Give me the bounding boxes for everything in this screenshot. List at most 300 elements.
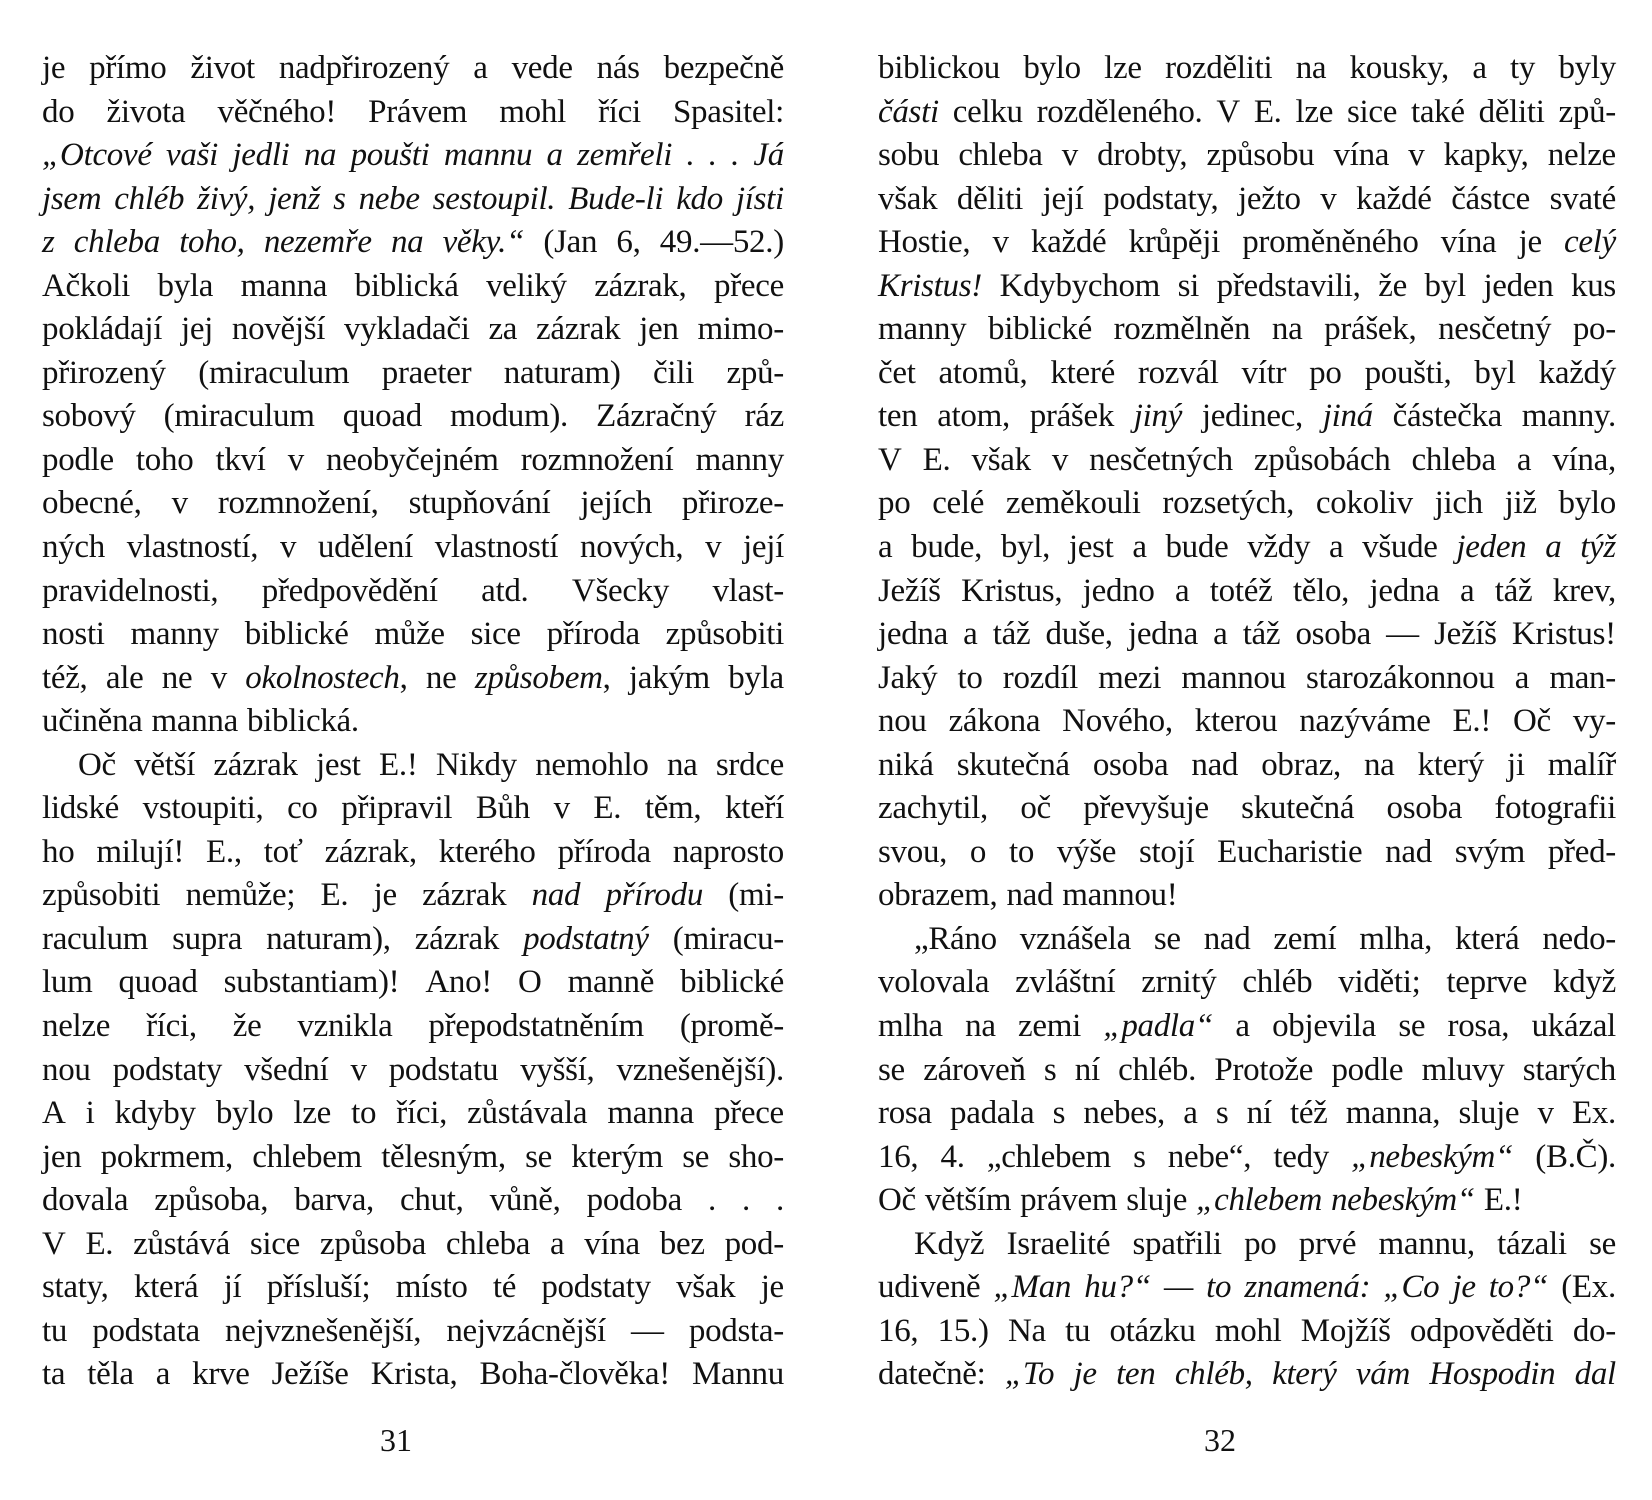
word: Mojžíš — [1300, 1312, 1391, 1349]
text-line — [42, 308, 784, 352]
word: její — [743, 529, 784, 566]
word: rosa — [878, 1095, 932, 1132]
word: jakým — [628, 659, 710, 696]
word: způsobách — [1253, 441, 1391, 478]
word: toho — [135, 441, 194, 478]
word: po — [1309, 354, 1342, 391]
word: (Ex. — [1561, 1269, 1616, 1306]
word: se — [1398, 1008, 1426, 1045]
word: to — [957, 659, 983, 696]
word: podstatný — [523, 920, 649, 957]
word: a — [550, 1225, 565, 1262]
word: zázrak, — [594, 267, 687, 304]
word: rozdíl — [1002, 659, 1078, 696]
word: poušti, — [1364, 354, 1452, 391]
word: způsobiti — [42, 877, 161, 914]
word: ten — [1116, 1356, 1156, 1393]
word: vznešenější). — [616, 1051, 784, 1088]
text-line — [42, 352, 784, 396]
word: O — [518, 964, 542, 1001]
text-line — [42, 1223, 784, 1267]
word: do- — [1572, 1312, 1616, 1349]
word: (mi- — [728, 877, 784, 914]
word: (Jan — [543, 224, 598, 261]
word: na — [390, 224, 424, 261]
word: bez — [659, 1225, 705, 1262]
word: však — [676, 1269, 736, 1306]
word: chléb — [114, 180, 185, 217]
word: příroda — [546, 616, 640, 653]
word: biblické — [988, 311, 1092, 348]
word: nebes, — [1083, 1095, 1165, 1132]
word: datečně: — [878, 1356, 986, 1393]
word: však — [878, 180, 938, 217]
word: krůpěji — [1128, 224, 1220, 261]
word: vám — [1355, 1356, 1410, 1393]
word: s — [1043, 1051, 1057, 1088]
word: říci, — [396, 1095, 448, 1132]
word: ní — [1074, 1051, 1100, 1088]
word: věčného! — [217, 93, 337, 130]
word: lze — [1295, 93, 1334, 130]
text-line — [42, 1353, 784, 1397]
word: padala — [950, 1095, 1035, 1132]
word: drobty, — [1097, 137, 1188, 174]
text-line — [42, 570, 784, 614]
text-line — [878, 1005, 1616, 1049]
word: sobu — [878, 137, 940, 174]
word: „chlebem — [986, 1138, 1111, 1175]
word: vznášela — [1019, 920, 1131, 957]
word: krev, — [1552, 572, 1616, 609]
text-line — [42, 700, 784, 744]
text-line — [42, 439, 784, 483]
word: poušti — [350, 137, 430, 174]
word: prvé — [1298, 1225, 1357, 1262]
word: znamená: — [1244, 1269, 1371, 1306]
text-line — [878, 831, 1616, 875]
word: substantiam)! — [223, 964, 400, 1001]
word: bylo — [215, 1095, 274, 1132]
word: čili — [653, 354, 694, 391]
word: kapky, — [1443, 137, 1529, 174]
word: jedinec, — [1201, 398, 1303, 435]
word: který — [1272, 1356, 1337, 1393]
text-line — [42, 178, 784, 222]
word: Boha-člověka! — [479, 1356, 670, 1393]
word: bylo — [1558, 485, 1616, 522]
word: Kristus! — [878, 267, 982, 304]
word: kterého — [438, 833, 536, 870]
word: zemřeli — [577, 137, 673, 174]
word: viděti; — [1338, 964, 1421, 1001]
word: staty, — [42, 1269, 109, 1306]
text-line — [42, 482, 784, 526]
word: způsobem, — [474, 659, 611, 696]
word: 4. — [940, 1138, 965, 1175]
word: její — [1042, 180, 1084, 217]
word: prášek, — [1324, 311, 1417, 348]
word: lze — [293, 1095, 331, 1132]
word: manně — [567, 964, 655, 1001]
word: Ano! — [425, 964, 492, 1001]
word: s — [333, 180, 346, 217]
word: byla — [728, 659, 784, 696]
word: táž — [1242, 616, 1281, 653]
word: . — [686, 137, 695, 174]
word: vy- — [1572, 703, 1616, 740]
text-line — [42, 91, 784, 135]
word: biblické — [244, 616, 349, 653]
word: a — [546, 137, 563, 174]
word: 16, — [878, 1138, 919, 1175]
text-line — [878, 265, 1616, 309]
word: pokládají — [42, 311, 163, 348]
word: starých — [1522, 1051, 1616, 1088]
word: nebe — [358, 180, 420, 217]
word: Nového, — [1062, 703, 1173, 740]
word: chleba — [1411, 441, 1496, 478]
text-line — [42, 613, 784, 657]
word: věky.“ — [442, 224, 525, 261]
word: a — [1235, 1008, 1250, 1045]
word: každé — [1356, 180, 1432, 217]
text-line — [878, 961, 1616, 1005]
word: byl, — [1000, 529, 1051, 566]
text-line — [42, 874, 784, 918]
word: a — [1516, 441, 1532, 478]
word: zázrak — [536, 311, 621, 348]
word: „Otcové — [42, 137, 152, 174]
word: na — [965, 1008, 996, 1045]
word: svou, — [878, 833, 948, 870]
word: tu — [42, 1312, 68, 1349]
word: podstaty, — [1103, 180, 1219, 217]
word: mohl — [1214, 1312, 1282, 1349]
word: zároveň — [923, 1051, 1026, 1088]
word: způ- — [1558, 93, 1616, 130]
word: jiný — [1133, 398, 1183, 435]
word: bylo — [1023, 50, 1081, 86]
word: biblickou — [878, 50, 1000, 86]
word: E., — [206, 833, 242, 870]
word: sluje — [1126, 1182, 1188, 1219]
word: Oč — [878, 1182, 916, 1219]
word: místo — [395, 1269, 468, 1306]
text-line — [42, 1049, 784, 1093]
word: předpovědění — [261, 572, 438, 609]
word: jsem — [42, 180, 102, 217]
word: sobový — [42, 398, 136, 435]
word: části — [878, 93, 939, 130]
word: starozákonnou — [1306, 659, 1495, 696]
word: jí — [223, 1269, 242, 1306]
word: celé — [932, 485, 985, 522]
word: pravidelnosti, — [42, 572, 219, 609]
word: Jaký — [878, 659, 938, 696]
text-line — [878, 178, 1616, 222]
word: Krista, — [370, 1356, 458, 1393]
word: prášek — [1029, 398, 1115, 435]
word: dal — [1574, 1356, 1616, 1393]
word: kterou — [1194, 703, 1278, 740]
word: barva, — [294, 1182, 374, 1219]
word: „Man — [993, 1269, 1072, 1306]
word: také — [1410, 93, 1465, 130]
text-line — [42, 221, 784, 265]
word: udělení — [317, 529, 413, 566]
word: Bude-li — [568, 180, 664, 217]
word: se — [878, 1051, 905, 1088]
word: nebe“, — [1167, 1138, 1252, 1175]
word: se — [1589, 1225, 1616, 1262]
text-line — [42, 395, 784, 439]
word: manny. — [1521, 398, 1616, 435]
word: děliti — [1478, 93, 1545, 130]
text-line — [878, 47, 1616, 91]
word: skutečná — [1241, 790, 1355, 827]
word: mannou — [1181, 659, 1286, 696]
text-line — [878, 308, 1616, 352]
word: vína — [584, 1225, 640, 1262]
word: lze — [1104, 50, 1142, 86]
word: biblická — [354, 267, 459, 304]
word: kteří — [725, 790, 784, 827]
word: mlha — [878, 1008, 943, 1045]
text-line — [42, 1179, 784, 1223]
word: 49.—52.) — [659, 224, 784, 261]
word: jedna — [878, 616, 948, 653]
word: je — [373, 877, 397, 914]
word: neobyčejném — [326, 441, 499, 478]
word: — — [1164, 1269, 1194, 1306]
word: v — [1051, 441, 1069, 478]
word: v — [279, 529, 297, 566]
word: kterým — [571, 1138, 663, 1175]
text-line — [878, 1266, 1616, 1310]
word: po- — [1572, 311, 1616, 348]
text-line — [878, 134, 1616, 178]
text-line — [42, 47, 784, 91]
word: je — [1518, 224, 1542, 261]
word: A — [42, 1095, 66, 1132]
text-line — [878, 439, 1616, 483]
word: na — [666, 746, 698, 783]
word: sestoupil. — [432, 180, 556, 217]
word: praeter — [381, 354, 472, 391]
word: a — [1183, 1095, 1198, 1132]
word: (miraculum — [163, 398, 315, 435]
word: ukázal — [1531, 1008, 1616, 1045]
word: (miracu- — [672, 920, 784, 957]
word: obraz, — [1261, 746, 1341, 783]
word: způ- — [726, 354, 784, 391]
word: podoba — [586, 1182, 682, 1219]
word: rosa, — [1447, 1008, 1510, 1045]
word: děliti — [956, 180, 1023, 217]
word: vítr — [1241, 354, 1287, 391]
word: ta — [42, 1356, 66, 1393]
word: skutečná — [956, 746, 1070, 783]
word: je — [1073, 1356, 1097, 1393]
word: niká — [878, 746, 934, 783]
word: E. — [85, 1225, 114, 1262]
word: za — [488, 311, 518, 348]
word: vznikla — [297, 1008, 393, 1045]
right-page-text — [878, 47, 1616, 1397]
word: též, — [42, 659, 88, 696]
word: jedno — [1082, 572, 1155, 609]
word: mohl — [499, 93, 566, 130]
word: manna — [240, 267, 328, 304]
text-line — [42, 1310, 784, 1354]
word: ježto — [1238, 180, 1301, 217]
word: přece — [714, 267, 784, 304]
word: kdo — [676, 180, 723, 217]
word: Všecky — [571, 572, 670, 609]
word: sho- — [728, 1138, 784, 1175]
word: co — [287, 790, 318, 827]
word: větším — [924, 1182, 1012, 1219]
text-line — [878, 1136, 1616, 1180]
word: je — [760, 1269, 784, 1306]
word: říci — [598, 93, 641, 130]
word: manna — [151, 703, 238, 740]
text-line — [42, 1005, 784, 1049]
word: 16, — [878, 1312, 919, 1349]
word: man- — [1549, 659, 1616, 696]
word: bezpečně — [663, 50, 784, 86]
word: se — [525, 1138, 553, 1175]
word: ho — [42, 833, 75, 870]
word: byly — [1558, 50, 1616, 86]
word: byl — [1474, 354, 1516, 391]
word: představili, — [1216, 267, 1361, 304]
word: (B.Č). — [1535, 1138, 1616, 1175]
word: pod- — [724, 1225, 784, 1262]
text-line — [878, 1092, 1616, 1136]
word: a — [1545, 529, 1562, 566]
text-line — [878, 395, 1616, 439]
word: ne — [425, 659, 457, 696]
word: nelze — [1547, 137, 1616, 174]
word: „Co — [1383, 1269, 1440, 1306]
word: se — [682, 1138, 710, 1175]
page-number-left: 31 — [380, 1422, 412, 1458]
word: jen — [639, 311, 679, 348]
word: jejích — [580, 485, 652, 522]
word: duše, — [1045, 616, 1113, 653]
word: v — [1537, 1095, 1554, 1132]
word: že — [1378, 267, 1407, 304]
word: vína, — [1552, 441, 1616, 478]
word: nezemře — [263, 224, 372, 261]
word: přiroze- — [681, 485, 784, 522]
word: obecné, — [42, 485, 142, 522]
word: v — [171, 485, 188, 522]
word: supra — [172, 920, 243, 957]
word: nebeským“ — [1330, 1182, 1475, 1219]
word: a — [1459, 572, 1475, 609]
text-line — [878, 1310, 1616, 1354]
word: chléb — [1242, 964, 1313, 1001]
word: částce — [1451, 180, 1530, 217]
word: „Ráno — [914, 920, 997, 957]
word: vína — [1440, 224, 1497, 261]
word: a — [1328, 529, 1344, 566]
text-line — [42, 1266, 784, 1310]
word: (miraculum — [198, 354, 350, 391]
word: ne — [161, 659, 193, 696]
word: jeden — [1483, 267, 1554, 304]
word: ty — [1510, 50, 1536, 86]
word: Israelité — [1006, 1225, 1111, 1262]
text-line — [42, 831, 784, 875]
word: v — [992, 224, 1009, 261]
text-line — [878, 874, 1616, 918]
word: Mannu — [691, 1356, 784, 1393]
word: jich — [1434, 485, 1483, 522]
word: . — [776, 1182, 784, 1219]
word: těla — [87, 1356, 134, 1393]
word: lum — [42, 964, 93, 1001]
word: atomů, — [938, 354, 1028, 391]
word: tělo, — [1292, 572, 1350, 609]
word: nad — [1191, 746, 1239, 783]
text-line — [42, 1092, 784, 1136]
word: do — [42, 93, 75, 130]
word: rozděleného. — [1036, 93, 1203, 130]
word: v — [210, 659, 227, 696]
word: táž — [1494, 572, 1533, 609]
word: nás — [596, 50, 640, 86]
word: Hospodin — [1429, 1356, 1556, 1393]
word: „padla“ — [1103, 1008, 1214, 1045]
word: tělesným, — [381, 1138, 506, 1175]
word: nemůže; — [185, 877, 296, 914]
word: nou — [878, 703, 927, 740]
word: to — [1206, 1269, 1232, 1306]
word: vždy — [1247, 529, 1311, 566]
word: oč — [1020, 790, 1051, 827]
word: v — [350, 1051, 367, 1088]
word: E.! — [379, 746, 418, 783]
word: naprosto — [672, 833, 784, 870]
word: vaši — [166, 137, 219, 174]
word: milují! — [96, 833, 185, 870]
word: chleba — [958, 137, 1043, 174]
word: manny — [130, 616, 219, 653]
word: ji — [1506, 746, 1525, 783]
word: „To — [1004, 1356, 1055, 1393]
word: a — [963, 616, 978, 653]
word: může — [374, 616, 445, 653]
word: zázrak — [422, 877, 507, 914]
word: s — [1052, 1095, 1066, 1132]
word: zeměkouli — [1005, 485, 1141, 522]
word: na — [303, 137, 337, 174]
word: volovala — [878, 964, 990, 1001]
word: atd. — [481, 572, 529, 609]
word: a — [1175, 572, 1190, 609]
word: částečka — [1392, 398, 1503, 435]
word: vůně, — [489, 1182, 561, 1219]
word: chleba — [445, 1225, 531, 1262]
word: je — [42, 50, 66, 86]
word: mannu, — [1378, 1225, 1475, 1262]
word: v — [1408, 137, 1425, 174]
word: rozsetých, — [1162, 485, 1295, 522]
